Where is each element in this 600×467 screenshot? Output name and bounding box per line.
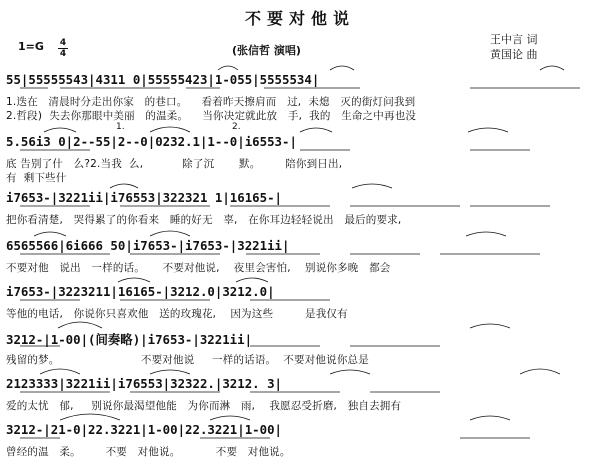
slur [60,414,120,420]
slur [352,184,392,188]
lyric-row-1-verse-1: 1.迭在 清晨时分走出你家 的巷口。 看着昨天擦肩而 过, 未熄 灭的街灯问我到 [6,96,416,108]
slur [40,369,80,374]
lyric-row-2-verse-2: 有 剩下些什 [6,172,67,184]
slur [470,416,510,420]
lyricist-credit: 王中言 词 [490,33,538,46]
lyric-row-6: 残留的梦。 不要对他说 一样的话语。 不要对他说你总是 [6,354,369,366]
slur [466,232,506,236]
time-signature-bottom: 4 [59,49,67,59]
composer-credit: 黄国论 曲 [490,48,538,61]
lyric-row-2-verse-1: 底 告别了什 么?2.当我 么, 除了沉 默。 陪你到日出, [6,158,343,170]
lyric-row-5: 等他的电话, 你说你只喜欢他 送的玫瑰花, 因为这些 是我仅有 [6,308,348,320]
slur [236,278,268,282]
slur [540,66,564,70]
notation-row-3: i7653-|3221ii|i76553|322321 1|16165-| [6,190,283,205]
slur [150,127,190,132]
slur [520,369,560,374]
notation-row-6: 3212-|1-00|(间奏略)|i7653-|3221ii| [6,332,253,347]
slur [300,128,332,132]
singer-credit: (张信哲 演唱) [232,44,301,57]
repeat-marker-2: 2. [232,122,241,132]
slur [118,278,150,282]
notation-row-7: 2123333|3221ii|i76553|32322.|3212. 3| [6,376,283,391]
slur [150,370,190,374]
lyric-row-7: 爱的太忧 郁, 别说你最渴望他能 为你而淋 雨, 我愿忍受折磨, 独自去拥有 [6,400,402,412]
lyric-row-3: 把你看清楚, 哭得累了的你看来 睡的好无 辜, 在你耳边轻轻说出 最后的要求, [6,214,402,226]
key-signature: 1=G [18,40,44,53]
slur [330,66,354,70]
lyric-row-8: 曾经的温 柔。 不要 对他说。 不要 对他说。 [6,446,291,458]
slur [58,322,102,328]
slur [210,416,250,420]
repeat-marker-1: 1. [116,122,125,132]
notation-row-1: 55|55555543|4311 0|55555423|1-055|5555534| [6,72,320,87]
song-title: 不要对他说 [244,9,355,28]
notation-row-2: 5.56i3 0|2--55|2--0|0232.1|1--0|i6553-| [6,134,297,149]
slur [34,232,66,236]
slur [110,184,138,188]
lyric-row-1-verse-2: 2.哲段) 失去你那眼中美丽 的温柔。 当你决定就此放 手, 我的 生命之中再也没 [6,110,417,122]
time-signature-top: 4 [59,38,67,48]
slur [330,370,370,374]
notation-row-8: 3212-|21-0|22.3221|1-00|22.3221|1-00| [6,422,283,437]
slur [150,231,190,236]
slur [468,128,508,132]
notation-row-4: 6565566|6i666 50|i7653-|i7653-|3221ii| [6,238,290,253]
notation-row-5: i7653-|3223211|16165-|3212.0|3212.0| [6,284,275,299]
slur [218,66,238,70]
slur [470,324,510,328]
slur [44,128,76,132]
lyric-row-4: 不要对他 说出 一样的话。 不要对他说, 夜里会害怕, 别说你多晚 都会 [6,262,391,274]
